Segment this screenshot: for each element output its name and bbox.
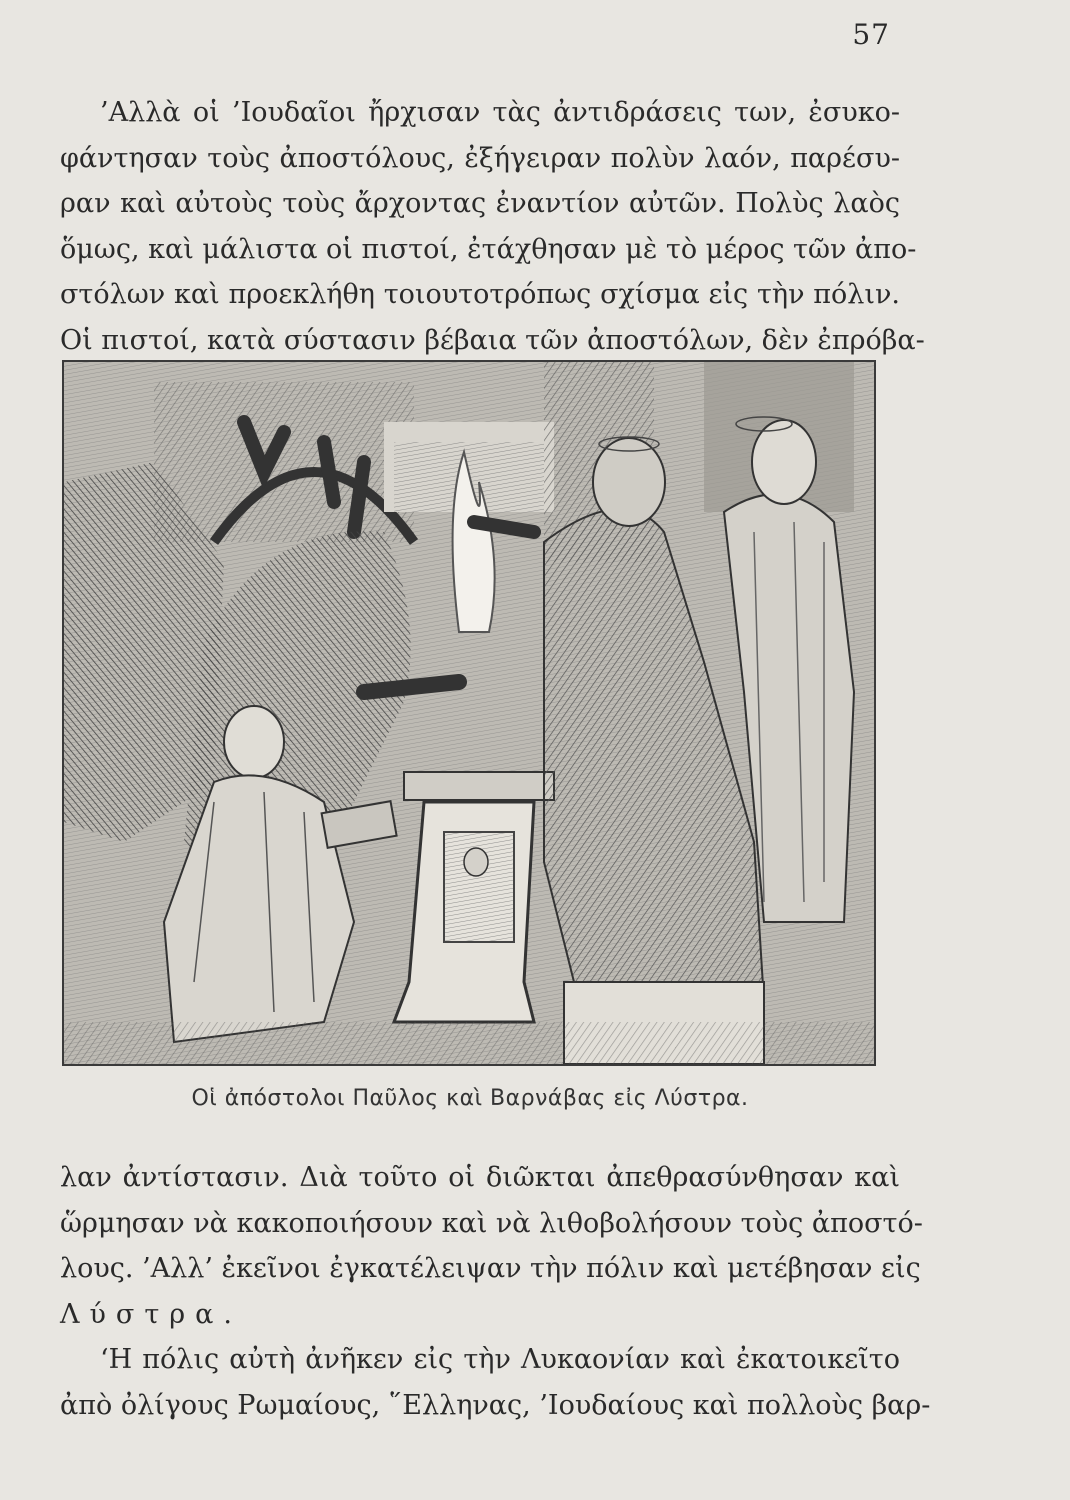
youth-head [224,706,284,778]
priest-arm [364,682,459,692]
engraving-illustration [62,360,876,1066]
illustration-caption: Οἱ ἀπόστολοι Παῦλος καὶ Βαρνάβας εἰς Λύστρα. [191,1086,749,1111]
text-line: Λύστρα. [60,1298,242,1330]
ground [64,1022,874,1064]
engraving-drawing [64,362,874,1064]
text-line: ραν καὶ αὐτοὺς τοὺς ἄρχοντας ἐναντίον αὐτῶν. Πολὺς λαὸς [60,188,900,219]
text-line: ὥρμησαν νὰ κακοποιήσουν καὶ νὰ λιθοβολήσουν τοὺς ἀποστό- [60,1207,923,1239]
top-paragraph [60,90,925,363]
text-line: φάντησαν τοὺς ἀποστόλους, ἐξήγειραν πολὺν λαόν, παρέσυ- [60,142,900,174]
text-line: ἀπὸ ὀλίγους Ρωμαίους, ῞Ελληνας, ’Ιουδαίους καὶ πολλοὺς βαρ- [60,1389,931,1421]
paul-arm [474,522,534,532]
text-line: ‘Η πόλις αὐτὴ ἀνῆκεν εἰς τὴν Λυκαονίαν καὶ ἐκατοικεῖτο [100,1344,900,1375]
barnabas-head [752,420,816,504]
text-line: λους. ’Αλλ’ ἐκεῖνοι ἐγκατέλειψαν τὴν πόλιν καὶ μετέβησαν εἰς [60,1253,921,1284]
text-line: ’Αλλὰ οἱ ’Ιουδαῖοι ἤρχισαν τὰς ἀντιδράσεις των, ἐσυκο- [100,97,900,128]
altar-top [404,772,554,800]
text-line: ὅμως, καὶ μάλιστα οἱ πιστοί, ἐτάχθησαν μὲ τὸ μέρος τῶν ἀπο- [60,233,917,265]
page-number: 57 [852,18,890,51]
bottom-paragraph [60,1155,931,1428]
text-line: στόλων καὶ προεκλήθη τοιουτοτρόπως σχίσμα εἰς τὴν πόλιν. [60,279,900,310]
text-line: Οἱ πιστοί, κατὰ σύστασιν βέβαια τῶν ἀποστόλων, δὲν ἐπρόβα- [60,324,925,356]
text-line: λαν ἀντίστασιν. Διὰ τοῦτο οἱ διῶκται ἀπεθρασύνθησαν καὶ [60,1162,900,1193]
